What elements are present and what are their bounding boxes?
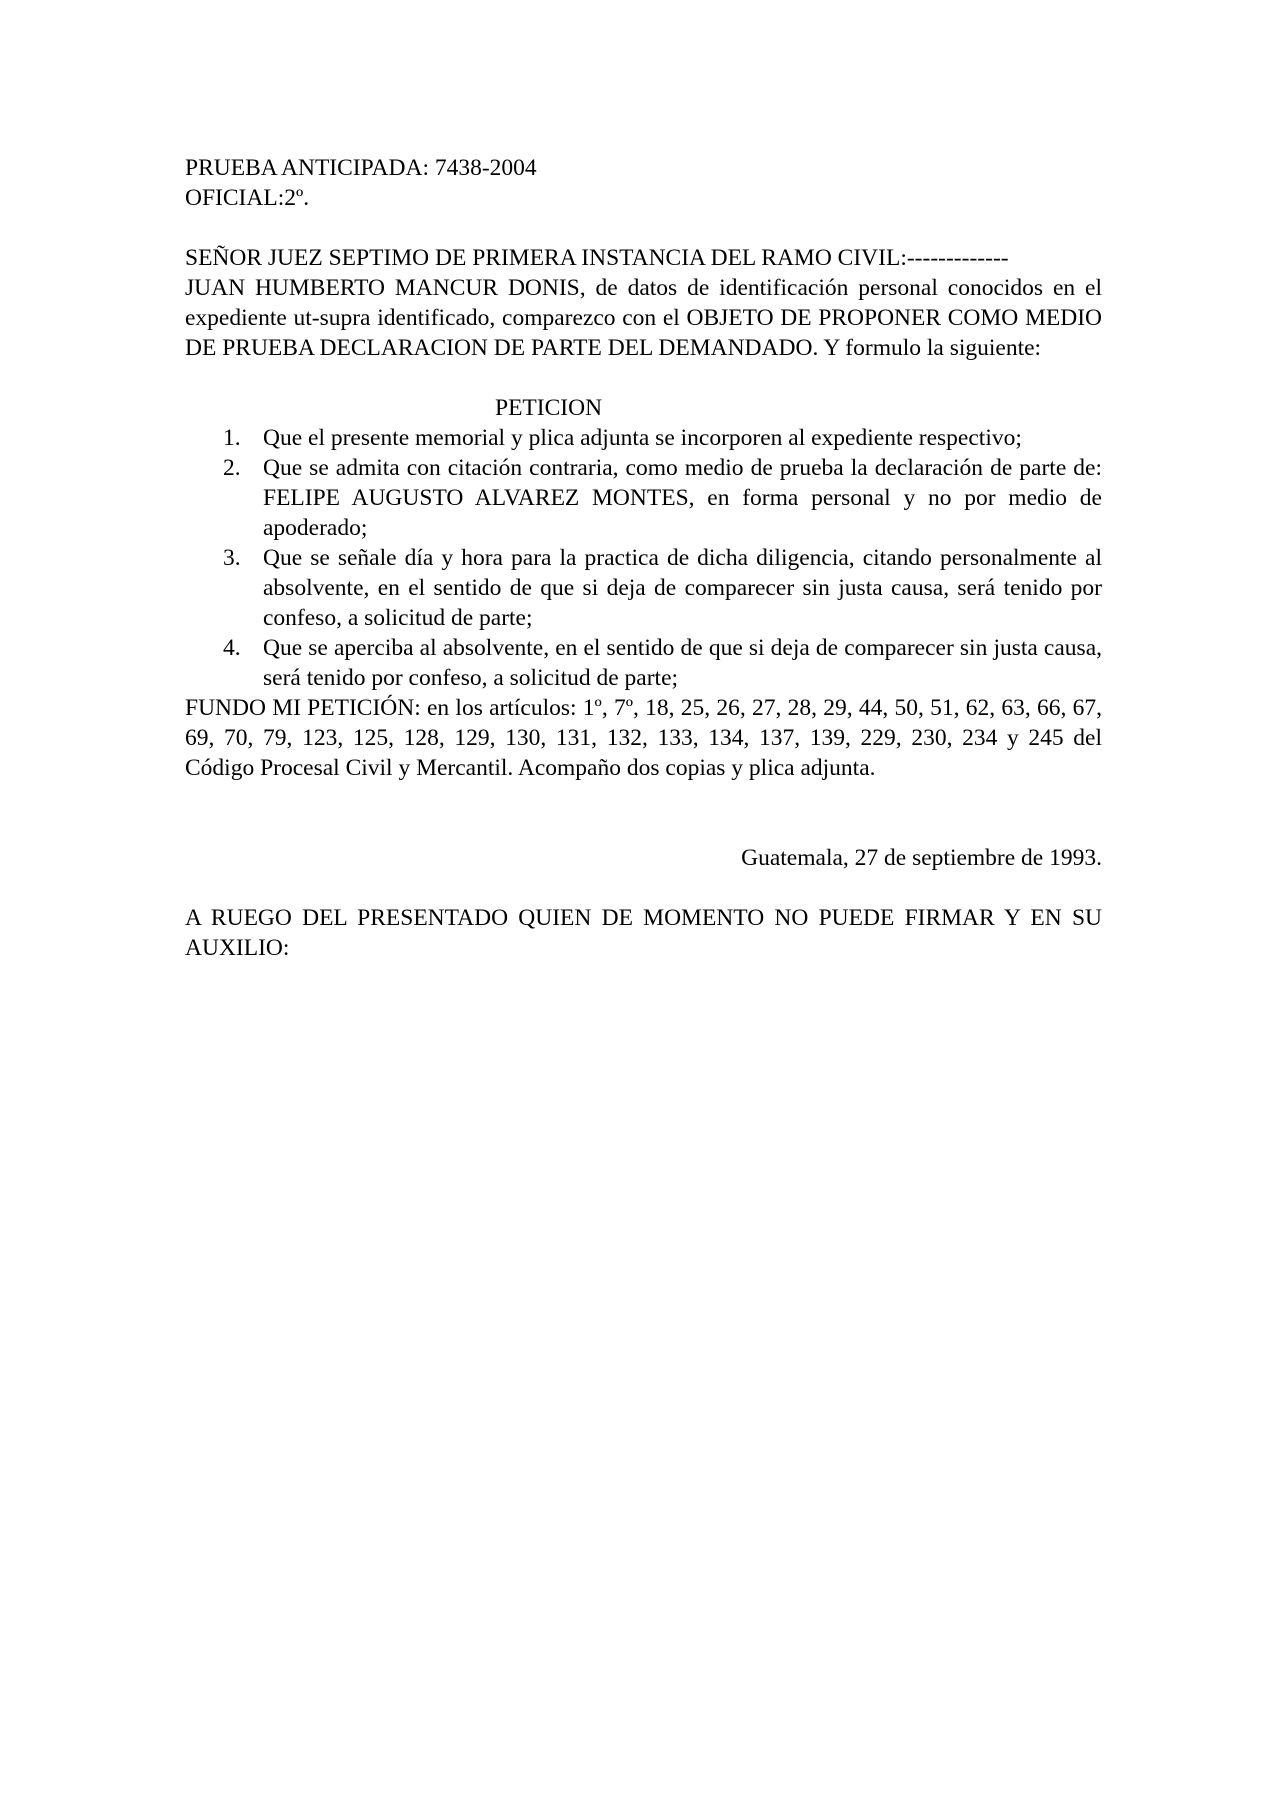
spacer: [185, 783, 1102, 813]
case-number-line: PRUEBA ANTICIPADA: 7438-2004: [185, 155, 537, 181]
addressee-line: SEÑOR JUEZ SEPTIMO DE PRIMERA INSTANCIA DEL RAMO CIVIL:-------------: [185, 245, 1009, 271]
document-body: [185, 153, 1102, 963]
intro-paragraph: JUAN HUMBERTO MANCUR DONIS, de datos de identificación personal conocidos en el expediente ut-supra identificado, comparezco con el OBJETO DE PROPONER COMO MEDIO DE PRUEBA DECLARACION DE PARTE DEL DEMANDADO. Y formulo la siguiente:: [185, 275, 1102, 361]
petition-item-number: 2.: [223, 455, 241, 481]
petition-heading: PETICION: [495, 395, 603, 421]
foundation-paragraph: FUNDO MI PETICIÓN: en los artículos: 1º, 7º, 18, 25, 26, 27, 28, 29, 44, 50, 51, 62, 63, 66, 67, 69, 70, 79, 123, 125, 128, 129, 130, 131, 132, 133, 134, 137, 139, 229, 230, 234 y 245 del Código Procesal Civil y Mercantil. Acompaño dos copias y plica adjunta.: [185, 695, 1102, 781]
petition-item: [185, 453, 1102, 543]
spacer: [185, 213, 1102, 243]
petition-item-number: 1.: [223, 425, 241, 451]
petition-item-text: Que se señale día y hora para la practica de dicha diligencia, citando personalmente al absolvente, en el sentido de que si deja de comparecer sin justa causa, será tenido por confeso, a solicitud de parte;: [263, 545, 1102, 631]
petition-item-text: Que se admita con citación contraria, como medio de prueba la declaración de parte de: FELIPE AUGUSTO ALVAREZ MONTES, en forma personal y no por medio de apoderado;: [263, 455, 1102, 541]
officer-line: OFICIAL:2º.: [185, 185, 310, 211]
signature-note: A RUEGO DEL PRESENTADO QUIEN DE MOMENTO NO PUEDE FIRMAR Y EN SU AUXILIO:: [185, 905, 1102, 961]
petition-item-number: 3.: [223, 545, 241, 571]
spacer: [185, 813, 1102, 843]
petition-item: [185, 423, 1102, 453]
spacer: [185, 363, 1102, 393]
date-line: Guatemala, 27 de septiembre de 1993.: [741, 845, 1102, 871]
petition-item: [185, 543, 1102, 633]
petition-item-text: Que se aperciba al absolvente, en el sentido de que si deja de comparecer sin justa causa, será tenido por confeso, a solicitud de parte;: [263, 635, 1102, 691]
petition-item-number: 4.: [223, 635, 241, 661]
petition-item: [185, 633, 1102, 693]
petition-list: [185, 423, 1102, 693]
spacer: [185, 873, 1102, 903]
petition-item-text: Que el presente memorial y plica adjunta se incorporen al expediente respectivo;: [263, 425, 1022, 451]
